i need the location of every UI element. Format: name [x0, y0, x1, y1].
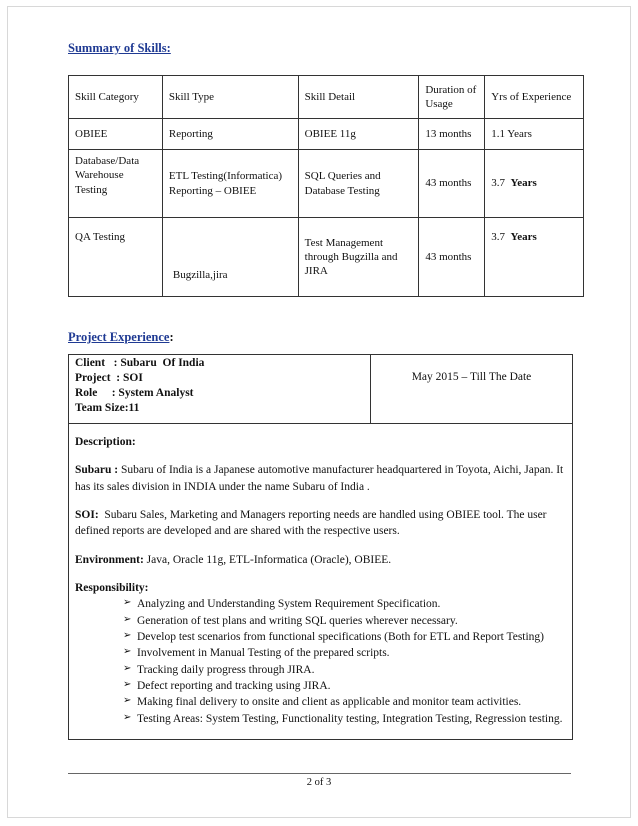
list-item-text: Tracking daily progress through JIRA. [137, 663, 315, 676]
project-body-row [69, 424, 573, 740]
project-line: Project : SOI [75, 371, 143, 384]
skill-detail: SQL Queries and Database Testing [298, 150, 419, 218]
skill-type [162, 218, 298, 297]
soi-paragraph [75, 507, 566, 540]
skill-type: ETL Testing(Informatica) Reporting – OBIEE [162, 150, 298, 218]
list-item-text: Develop test scenarios from functional specifications (Both for ETL and Report Testing) [137, 630, 545, 643]
soi-label: SOI: [75, 508, 99, 521]
skill-duration: 43 months [419, 218, 485, 297]
project-info-cell [69, 355, 371, 424]
skill-category: OBIEE [69, 119, 163, 150]
list-item-text: Defect reporting and tracking using JIRA. [137, 679, 331, 692]
skills-table [68, 75, 584, 297]
list-item [123, 596, 566, 612]
years-unit: Years [510, 231, 537, 243]
client-line: Client : Subaru Of India [75, 357, 205, 369]
skill-category: QA Testing [69, 218, 163, 297]
list-item-text: Making final delivery to onsite and client as applicable and monitor team activities. [137, 696, 522, 709]
list-item [123, 678, 566, 694]
environment-text: Java, Oracle 11g, ETL-Informatica (Oracle), OBIEE. [146, 553, 392, 566]
header-skill-category: Skill Category [69, 76, 163, 119]
skill-detail: Test Management through Bugzilla and JIRA [298, 218, 419, 297]
arrow-bullet-icon: ➢ [123, 711, 132, 723]
subaru-text: Subaru of India is a Japanese automotive manufacturer headquartered in Toyota, Aichi, Japan. It has its sales division in INDIA under the name Subaru of India . [75, 464, 564, 493]
header-years: Yrs of Experience [485, 76, 584, 119]
skill-duration: 43 months [419, 150, 485, 218]
arrow-bullet-icon: ➢ [123, 613, 132, 625]
skill-type-text: Bugzilla,jira [172, 268, 228, 281]
skill-type: Reporting [162, 119, 298, 150]
arrow-bullet-icon: ➢ [123, 678, 132, 690]
arrow-bullet-icon: ➢ [123, 629, 132, 641]
arrow-bullet-icon: ➢ [123, 695, 132, 707]
skill-detail: OBIEE 11g [298, 119, 419, 150]
responsibility-label: Responsibility: [75, 581, 149, 594]
list-item-text: Generation of test plans and writing SQL queries wherever necessary. [137, 614, 458, 627]
environment-label: Environment: [75, 553, 144, 566]
skill-years [485, 218, 584, 297]
skill-years [485, 150, 584, 218]
skill-category: Database/Data Warehouse Testing [69, 150, 163, 218]
arrow-bullet-icon: ➢ [123, 597, 132, 609]
arrow-bullet-icon: ➢ [123, 646, 132, 658]
project-title-colon: : [169, 330, 174, 344]
table-row [69, 150, 584, 218]
project-title-text: Project Experience [68, 330, 170, 344]
responsibility-list [75, 596, 566, 727]
list-item [123, 694, 566, 710]
project-header-row [69, 355, 573, 424]
header-skill-type: Skill Type [162, 76, 298, 119]
list-item-text: Analyzing and Understanding System Requirement Specification. [137, 598, 441, 611]
project-description-cell [69, 424, 573, 740]
team-size-line: Team Size:11 [75, 401, 140, 414]
skill-years: 1.1 Years [485, 119, 584, 150]
environment-paragraph [75, 552, 566, 568]
skill-duration: 13 months [419, 119, 485, 150]
years-value: 3.7 [491, 177, 505, 190]
footer-divider [68, 773, 571, 774]
page-number: 2 of 3 [306, 777, 332, 788]
list-item-text: Involvement in Manual Testing of the prepared scripts. [137, 647, 390, 660]
skills-section-title: Summary of Skills: [68, 41, 171, 55]
project-dates: May 2015 – Till The Date [371, 355, 573, 424]
list-item-text: Testing Areas: System Testing, Functionality testing, Integration Testing, Regression testing. [137, 712, 563, 725]
arrow-bullet-icon: ➢ [123, 662, 132, 674]
table-row [69, 218, 584, 297]
header-skill-detail: Skill Detail [298, 76, 419, 119]
list-item [123, 662, 566, 678]
subaru-paragraph [75, 462, 566, 495]
project-section-title [68, 330, 174, 345]
list-item [123, 711, 566, 727]
header-duration: Duration of Usage [419, 76, 485, 119]
list-item [123, 645, 566, 661]
list-item [123, 613, 566, 629]
list-item [123, 629, 566, 645]
project-table [68, 354, 573, 740]
years-value: 3.7 [491, 231, 505, 243]
role-line: Role : System Analyst [75, 386, 194, 399]
description-label: Description: [75, 436, 136, 448]
soi-text: Subaru Sales, Marketing and Managers reporting needs are handled using OBIEE tool. The user defined reports are developed and are shared with the respective users. [75, 508, 547, 538]
table-row [69, 119, 584, 150]
years-unit: Years [510, 177, 537, 190]
skills-header-row [69, 76, 584, 119]
subaru-label: Subaru : [75, 464, 119, 477]
